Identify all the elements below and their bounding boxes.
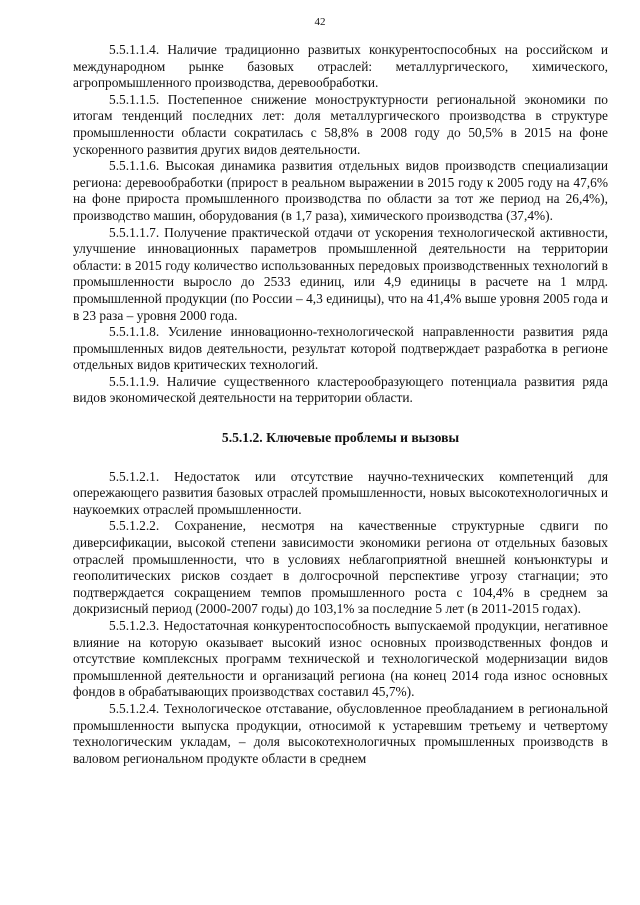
strengths-list: [73, 42, 608, 407]
paragraph-5-5-1-2-3: 5.5.1.2.3. Недостаточная конкурентоспособность выпускаемой продукции, негативное влияние на которую оказывает высокий износ основных производственных фондов и отсутствие комплексных программ технической и технологической модернизации видов промышленной деятельности и организаций региона (на конец 2014 года износ основных фондов в обрабатывающих производствах составил 45,7%).: [73, 618, 608, 700]
paragraph-5-5-1-1-6: 5.5.1.1.6. Высокая динамика развития отдельных видов производств специализации региона: деревообработки (прирост в реальном выражении в 2015 году к 2005 году на 47,6% на фоне прироста промышленного производства по области за тот же период на 26,4%), производство машин, оборудования (в 1,7 раза), химического производства (37,4%).: [73, 158, 608, 223]
paragraph-5-5-1-2-1: 5.5.1.2.1. Недостаток или отсутствие научно-технических компетенций для опережающего развития базовых отраслей промышленности, новых высокотехнологичных и наукоемких отраслей промышленности.: [73, 468, 608, 517]
paragraph-5-5-1-1-9: 5.5.1.1.9. Наличие существенного кластерообразующего потенциала развития ряда видов экономической деятельности на территории области.: [73, 373, 608, 406]
paragraph-5-5-1-1-4: 5.5.1.1.4. Наличие традиционно развитых конкурентоспособных на российском и международном рынке базовых отраслей: металлургического, химического, агропромышленного производства, деревообработки.: [73, 42, 608, 91]
paragraph-5-5-1-1-5: 5.5.1.1.5. Постепенное снижение моноструктурности региональной экономики по итогам тенденций последних лет: доля металлургического производства в структуре промышленности области сократилась с 58,8% в 2008 году до 50,5% в 2015 на фоне ускоренного развития других видов деятельности.: [73, 91, 608, 157]
paragraph-5-5-1-1-7: 5.5.1.1.7. Получение практической отдачи от ускорения технологической активности, улучшение инновационных параметров промышленной деятельности на территории области: в 2015 году количество использованных передовых производственных технологий в промышленности выросло до 2533 единиц, или 4,9 единицы в расчете на 1 млрд. промышленной продукции (по России – 4,3 единицы), что на 41,4% выше уровня 2005 года и в 23 раза – уровня 2000 года.: [73, 224, 608, 323]
paragraph-5-5-1-1-8: 5.5.1.1.8. Усиление инновационно-технологической направленности развития ряда промышленных видов деятельности, результат которой подтверждает разработка в регионе отдельных видов критических технологий.: [73, 324, 608, 373]
paragraph-5-5-1-2-4: 5.5.1.2.4. Технологическое отставание, обусловленное преобладанием в региональной промышленности выпуска продукции, относимой к устаревшим третьему и четвертому технологическим укладам, – доля высокотехнологичных промышленных производств в валовом региональном продукте области в среднем: [73, 700, 608, 766]
document-body: [73, 42, 608, 767]
paragraph-5-5-1-2-2: 5.5.1.2.2. Сохранение, несмотря на качественные структурные сдвиги по диверсификации, высокой степени зависимости экономики региона от отдельных базовых отраслей промышленности, что в условиях неблагоприятной внешней конъюнктуры и геополитических рисков создает в долгосрочной перспективе угрозу стагнации; это подтверждается сокращением темпов промышленного роста с 104,4% в среднем за докризисный период (2000-2007 годы) до 103,1% за последние 5 лет (в 2011-2015 годах).: [73, 518, 608, 617]
problems-list: [73, 469, 608, 768]
page-number: 42: [314, 16, 326, 28]
section-heading: 5.5.1.2. Ключевые проблемы и вызовы: [221, 430, 460, 446]
